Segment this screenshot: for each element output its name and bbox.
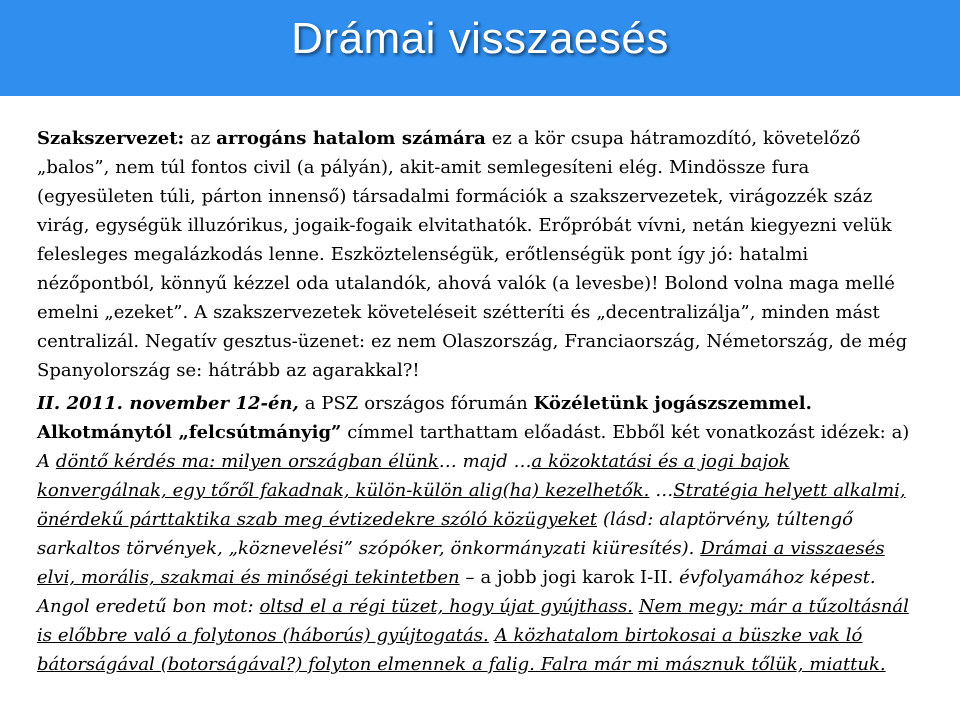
text-run: címmel tarthattam előadást. Ebből két vonatkozást idézek: a) <box>341 422 910 443</box>
italic-quote: évfolyamához képest. Angol eredetű bon mot: oltsd el a régi tüzet, hogy újat gyújthass. Nem megy: már a tűzoltásnál is előbbre való a folytonos (háborús) gyújtogatás. A közhatalom birtokosai a büszke vak ló bátorságával (botorságával?) folyton elmennek a falig. Falra már mi másznuk tőlük, miattuk. <box>37 567 909 675</box>
slide-body <box>37 124 917 679</box>
slide-title: Drámai visszaesés <box>291 14 669 63</box>
text-run: ez a kör csupa hátramozdító, követelőző „balos”, nem túl fontos civil (a pályán), akit-amit semlegesíteni elég. Mindössze fura (egyesületen túli, párton innenső) társadalmi formációk a szakszervezetek, virágozzék száz virág, egységük illuzórikus, jogaik-fogaik elvitathatók. Erőpróbát vívni, netán kiegyezni velük felesleges megalázkodás lenne. Eszköztelenségük, erőtlenségük pont így jó: hatalmi nézőpontból, könnyű kézzel oda utalandók, ahová valók (a levesbe)! Bolond volna maga mellé emelni „ezeket”. A szakszervezetek követeléseit szétteríti és „decentralizálja”, minden mást centralizál. Negatív gesztus-üzenet: ez nem Olaszország, Franciaország, Németország, de még Spanyolország se: hátrább az agarakkal?! <box>37 128 908 381</box>
underlined-quote: A közhatalom birtokosai a büszke vak ló bátorságával (botorságával?) folyton elmennek a falig. Falra már mi másznuk tőlük, miattuk. <box>37 625 886 675</box>
underlined-quote: oltsd el a régi tüzet, hogy újat gyújthass. <box>259 596 633 617</box>
date-emphasis: II. 2011. november 12-én, <box>37 393 299 414</box>
underlined-quote: Stratégia helyett alkalmi, önérdekű párttaktika szab meg évtizedekre szóló közügyeket <box>37 480 906 530</box>
text-run: a PSZ országos fórumán <box>298 393 534 414</box>
underlined-quote: Nem megy: már a tűzoltásnál is előbbre való a folytonos (háborús) gyújtogatás. <box>37 596 909 646</box>
bold-phrase: arrogáns hatalom számára <box>216 128 486 149</box>
paragraph-lecture <box>37 389 917 679</box>
underlined-quote: a közoktatási és a jogi bajok konvergálnak, egy tőről fakadnak, külön-külön alig(ha) kezelhetők. <box>37 451 790 501</box>
underlined-quote: döntő kérdés ma: milyen országban élünk <box>55 451 439 472</box>
lecture-title: Közéletünk jogászszemmel. Alkotmánytól „felcsútmányig” <box>37 393 812 443</box>
underlined-quote: Drámai a visszaesés elvi, morális, szakmai és minőségi tekintetben <box>37 538 885 588</box>
italic-quote: A döntő kérdés ma: milyen országban élünk… majd …a közoktatási és a jogi bajok konvergálnak, egy tőről fakadnak, külön-külön alig(ha) kezelhetők. …Stratégia helyett alkalmi, önérdekű párttaktika szab meg évtizedekre szóló közügyeket (lásd: alaptörvény, túltengő sarkaltos törvények, „köznevelési” szópóker, önkormányzati kiüresítés). Drámai a visszaesés elvi, morális, szakmai és minőségi tekintetben <box>37 451 906 588</box>
text-run: az <box>184 128 217 149</box>
lead-term: Szakszervezet: <box>37 128 185 149</box>
paragraph-union <box>37 124 917 385</box>
text-run: – a jobb jogi karok I-II. <box>459 567 680 588</box>
